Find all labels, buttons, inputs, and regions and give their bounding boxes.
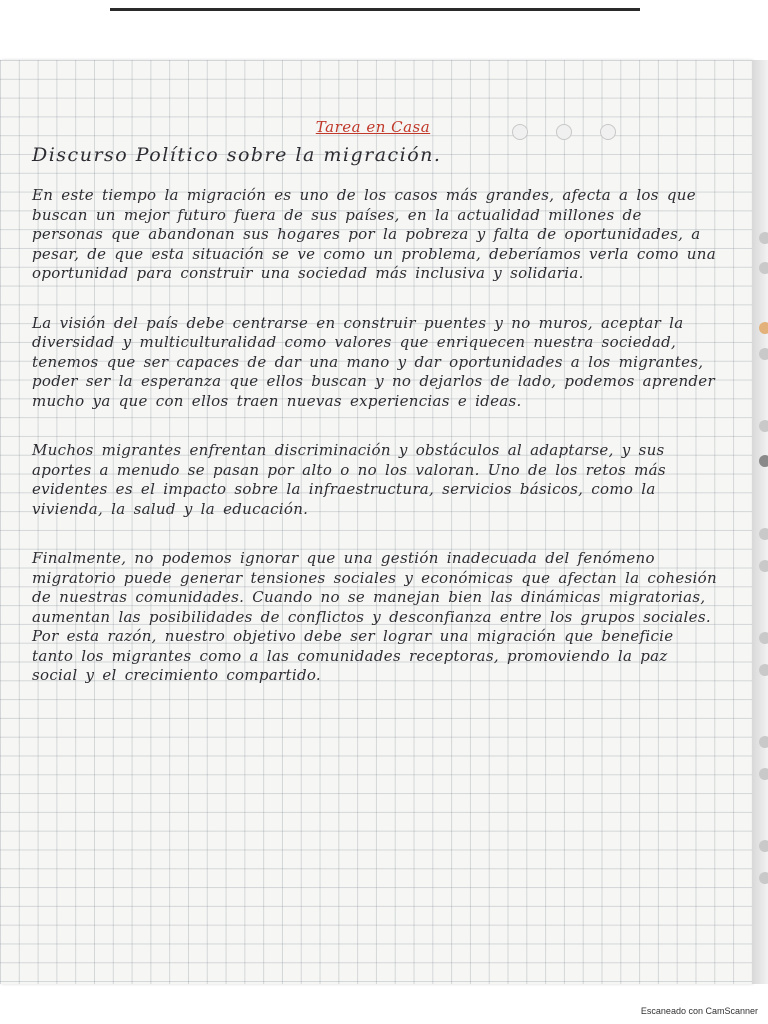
binder-hole (759, 664, 768, 676)
paragraph-1: En este tiempo la migración es uno de los casos más grandes, afecta a los que buscan un mejor futuro fuera de sus países, en la actualidad millones de personas que abandonan sus hogares por la pobreza y falta de oportunidades, a pesar, de que esta situación se ve como un problema, deberíamos verla como una oportunidad para construir una sociedad más inclusiva y solidaria. (32, 186, 716, 282)
paragraph-4: Finalmente, no podemos ignorar que una gestión inadecuada del fenómeno migratorio puede generar tensiones sociales y económicas que afectan la cohesión de nuestras comunidades. Cuando no se manejan bien las dinámicas migratorias, aumentan las posibilidades de conflictos y desconfianza entre los grupos sociales. Por esta razón, nuestro objetivo debe ser lograr una migración que beneficie tanto los migrantes como a las comunidades receptoras, promoviendo la paz social y el crecimiento compartido. (32, 549, 717, 684)
binder-hole (759, 736, 768, 748)
binder-hole (759, 840, 768, 852)
paragraph-3: Muchos migrantes enfrentan discriminación y obstáculos al adaptarse, y sus aportes a menudo se pasan por alto o no los valoran. Uno de los retos más evidentes es el impacto sobre la infraestructura, servicios básicos, como la vivienda, la salud y la educación. (32, 441, 666, 518)
binder-hole (759, 768, 768, 780)
binder-hole (759, 455, 768, 467)
binder-hole (759, 560, 768, 572)
binder-hole (759, 528, 768, 540)
binder-hole (759, 632, 768, 644)
page-title: Tarea en Casa (315, 118, 431, 136)
binder-hole (759, 262, 768, 274)
binder-hole (759, 322, 768, 334)
handwritten-content (28, 118, 718, 686)
scanner-watermark: Escaneado con CamScanner (640, 1006, 758, 1016)
paragraph-2: La visión del país debe centrarse en construir puentes y no muros, aceptar la diversidad y multiculturalidad como valores que enriquecen nuestra sociedad, tenemos que ser capaces de dar una mano y dar oportunidades a los migrantes, poder ser la esperanza que ellos buscan y no dejarlos de lado, podemos aprender mucho ya que con ellos traen nuevas experiencias e ideas. (32, 313, 715, 410)
document-subtitle: Discurso Político sobre la migración. (32, 144, 442, 166)
binder-hole (759, 348, 768, 360)
binder-hole (759, 420, 768, 432)
binder-hole (759, 232, 768, 244)
binder-hole (759, 872, 768, 884)
top-edge-line (110, 8, 640, 11)
